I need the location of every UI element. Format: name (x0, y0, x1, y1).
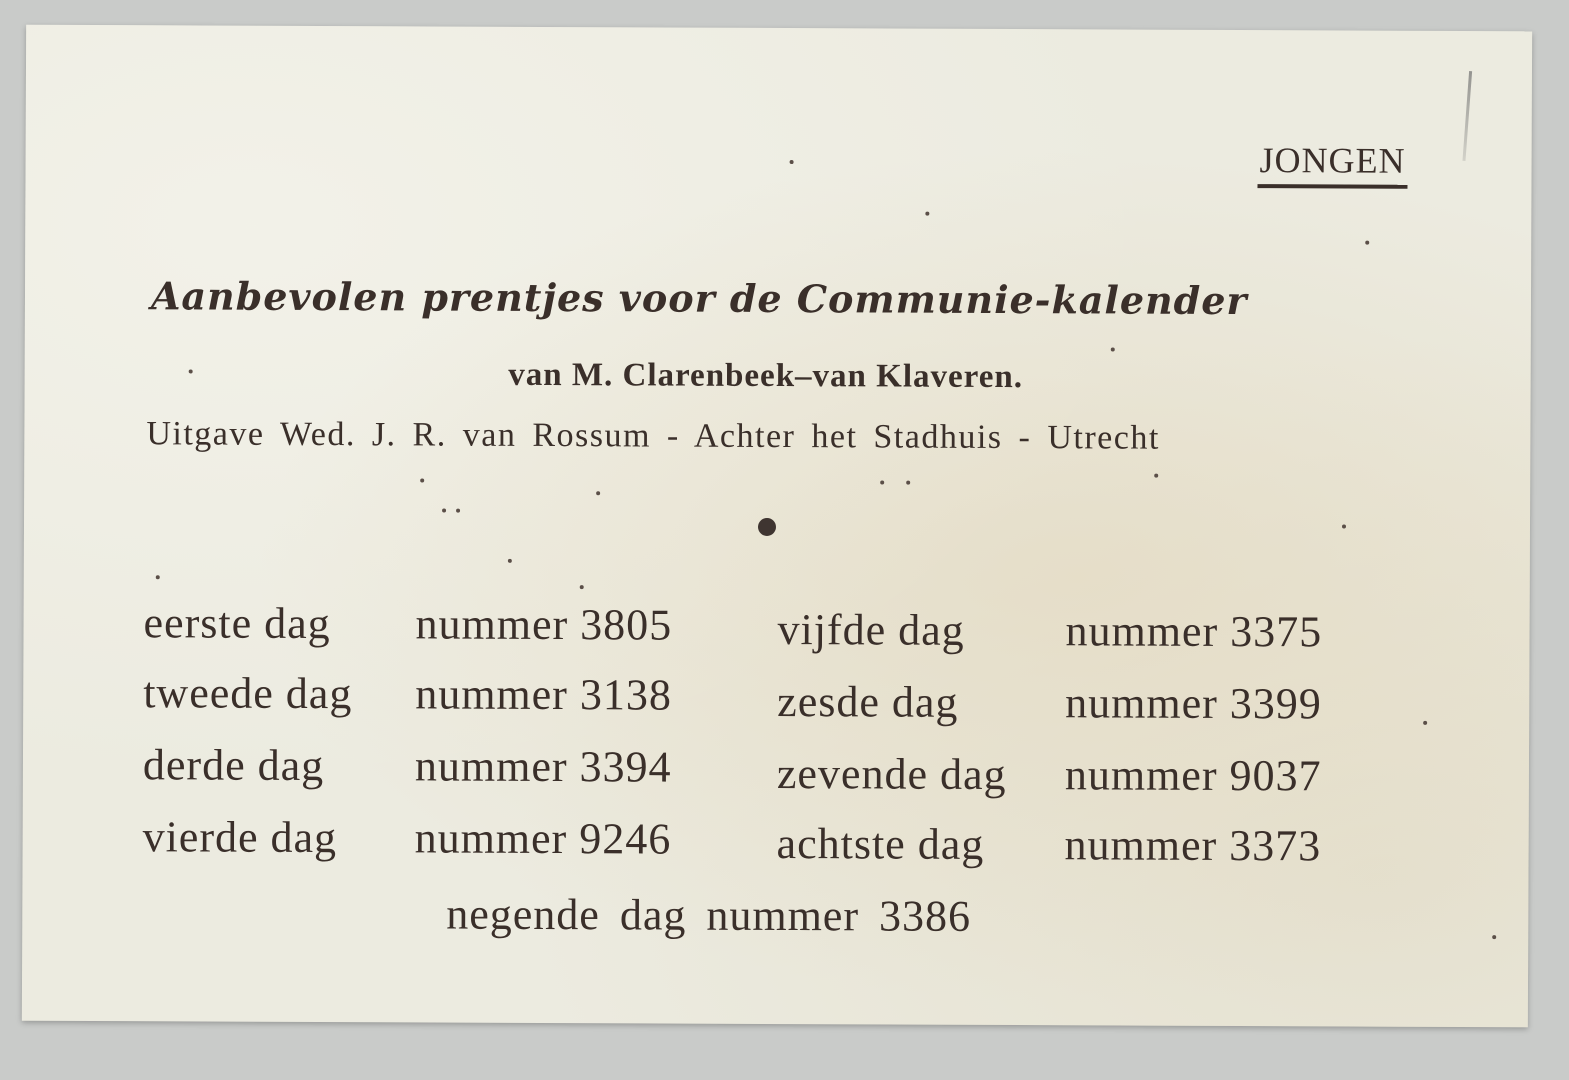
author-line: van M. Clarenbeek–van Klaveren. (508, 356, 1024, 396)
day-label: zevende dag (776, 749, 1007, 800)
speck (156, 575, 160, 579)
speck (1365, 241, 1369, 245)
day-number: nummer 3805 (415, 599, 673, 650)
publisher-line: Uitgave Wed. J. R. van Rossum - Achter het Stadhuis - Utrecht (146, 415, 1160, 457)
day-label: vijfde dag (777, 605, 965, 655)
speck (189, 369, 193, 373)
speck (790, 160, 794, 164)
speck (880, 480, 884, 484)
day-number: nummer 3399 (1065, 678, 1322, 729)
day-label: derde dag (142, 740, 325, 791)
day-number: nummer 3375 (1065, 606, 1323, 657)
speck (580, 585, 584, 589)
envelope-card (22, 25, 1532, 1028)
speck (420, 478, 424, 482)
speck (1154, 474, 1158, 478)
pencil-mark (1462, 71, 1472, 161)
card-title: Aanbevolen prentjes voor de Communie-kalender (150, 273, 1248, 324)
day-number: nummer 3394 (414, 741, 672, 792)
speck (1111, 347, 1115, 351)
speck (442, 509, 446, 513)
punch-hole-dot (758, 518, 776, 536)
speck (1492, 935, 1496, 939)
day-label: vierde dag (142, 812, 338, 863)
day-number: nummer 3138 (415, 669, 673, 720)
speck (925, 212, 929, 216)
speck (456, 509, 460, 513)
day-label: eerste dag (143, 598, 331, 649)
day-label: achtste dag (776, 819, 985, 869)
last-day-line: negende dag nummer 3386 (446, 889, 972, 941)
category-label: JONGEN (1257, 138, 1407, 189)
speck (596, 491, 600, 495)
speck (508, 559, 512, 563)
speck (1423, 721, 1427, 725)
day-number: nummer 9037 (1064, 750, 1322, 801)
speck (1342, 524, 1346, 528)
speck (906, 481, 910, 485)
day-number: nummer 3373 (1064, 820, 1322, 871)
day-label: tweede dag (143, 668, 353, 719)
day-number: nummer 9246 (414, 813, 672, 864)
day-label: zesde dag (777, 677, 959, 727)
